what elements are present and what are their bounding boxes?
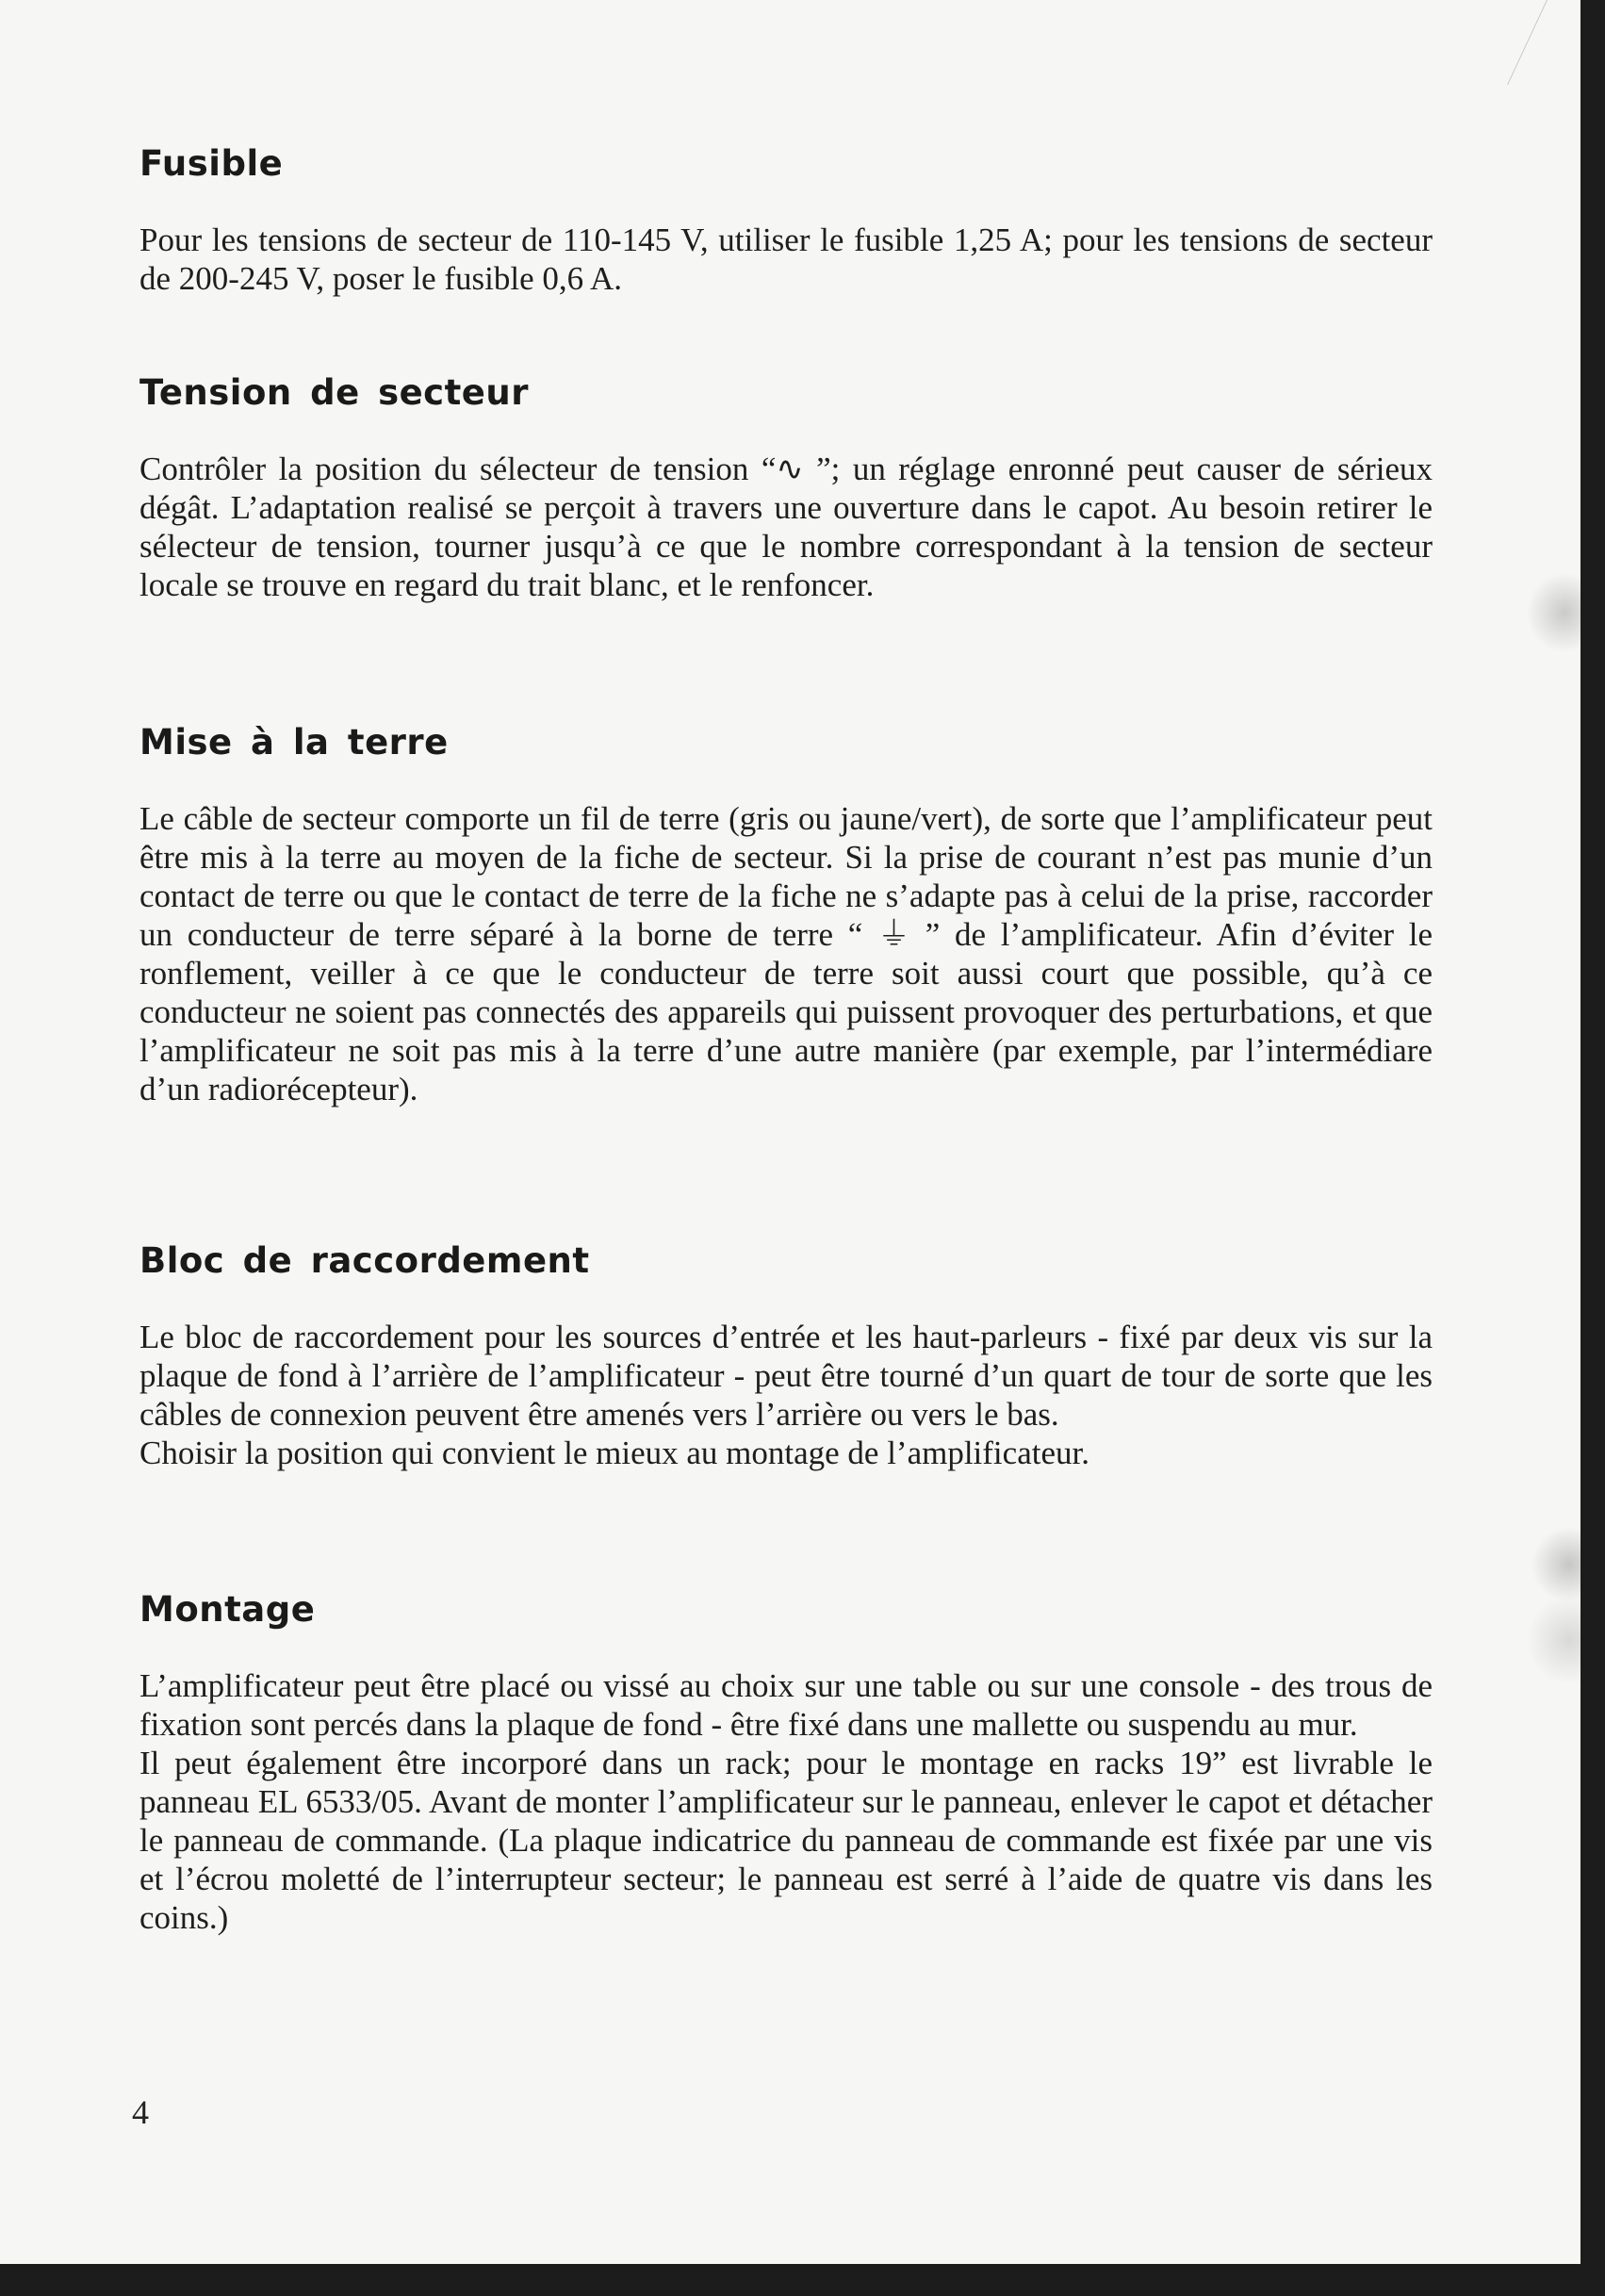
section-heading: Montage	[139, 1589, 316, 1630]
section-fusible	[139, 143, 1433, 298]
section-tension-de-secteur	[139, 372, 1433, 604]
section-bloc-de-raccordement	[139, 1240, 1433, 1472]
paragraph: Il peut également être incorporé dans un rack; pour le montage en racks 19” est livrable le panneau EL 6533/05. Avant de monter l’amplificateur sur le panneau, enlever le capot et détacher le panneau de commande. (La plaque indicatrice du panneau de commande est fixée par une vis et l’écrou moletté de l’interrupteur secteur; le panneau est serré à l’aide de quatre vis dans les coins.)	[139, 1745, 1433, 1936]
section-heading: Mise à la terre	[139, 722, 449, 763]
section-mise-a-la-terre	[139, 722, 1433, 1108]
paragraph: Pour les tensions de secteur de 110-145 V, utiliser le fusible 1,25 A; pour les tensions de secteur de 200-245 V, poser le fusible 0,6 A.	[139, 221, 1433, 297]
page-number: 4	[132, 2093, 149, 2131]
paragraph: Choisir la position qui convient le mieux au montage de l’amplificateur.	[139, 1435, 1089, 1471]
paper-crease	[1507, 0, 1604, 85]
paragraph: Contrôler la position du sélecteur de tension “∿ ”; un réglage enronné peut causer de sérieux dégât. L’adaptation realisé se perçoit à travers une ouverture dans le capot. Au besoin retirer le sélecteur de tension, tourner jusqu’à ce que le nombre correspondant à la tension de secteur locale se trouve en regard du trait blanc, et le renfoncer.	[139, 451, 1433, 603]
paragraph: Le câble de secteur comporte un fil de terre (gris ou jaune/vert), de sorte que l’amplificateur peut être mis à la terre au moyen de la fiche de secteur. Si la prise de courant n’est pas munie d’un contact de terre ou que le contact de terre de la fiche ne s’adapte pas à celui de la prise, raccorder un conducteur de terre séparé à la borne de terre “ ⏚ ” de l’amplificateur. Afin d’éviter le ronflement, veiller à ce que le conducteur de terre soit aussi court que possible, qu’à ce conducteur ne soient pas connectés des appareils qui puissent provoquer des perturbations, et que l’amplificateur ne soit pas mis à la terre d’une autre manière (par exemple, par l’intermédiare d’un radiorécepteur).	[139, 800, 1433, 1107]
paragraph: L’amplificateur peut être placé ou vissé au choix sur une table ou sur une console - des trous de fixation sont percés dans la plaque de fond - être fixé dans une mallette ou suspendu au mur.	[139, 1667, 1433, 1743]
section-heading: Fusible	[139, 143, 284, 184]
section-montage	[139, 1589, 1433, 1937]
section-heading: Tension de secteur	[139, 372, 529, 413]
paragraph: Le bloc de raccordement pour les sources d’entrée et les haut-parleurs - fixé par deux vis sur la plaque de fond à l’arrière de l’amplificateur - peut être tourné d’un quart de tour de sorte que les câbles de connexion peuvent être amenés vers l’arrière ou vers le bas.	[139, 1319, 1433, 1433]
section-heading: Bloc de raccordement	[139, 1240, 590, 1281]
